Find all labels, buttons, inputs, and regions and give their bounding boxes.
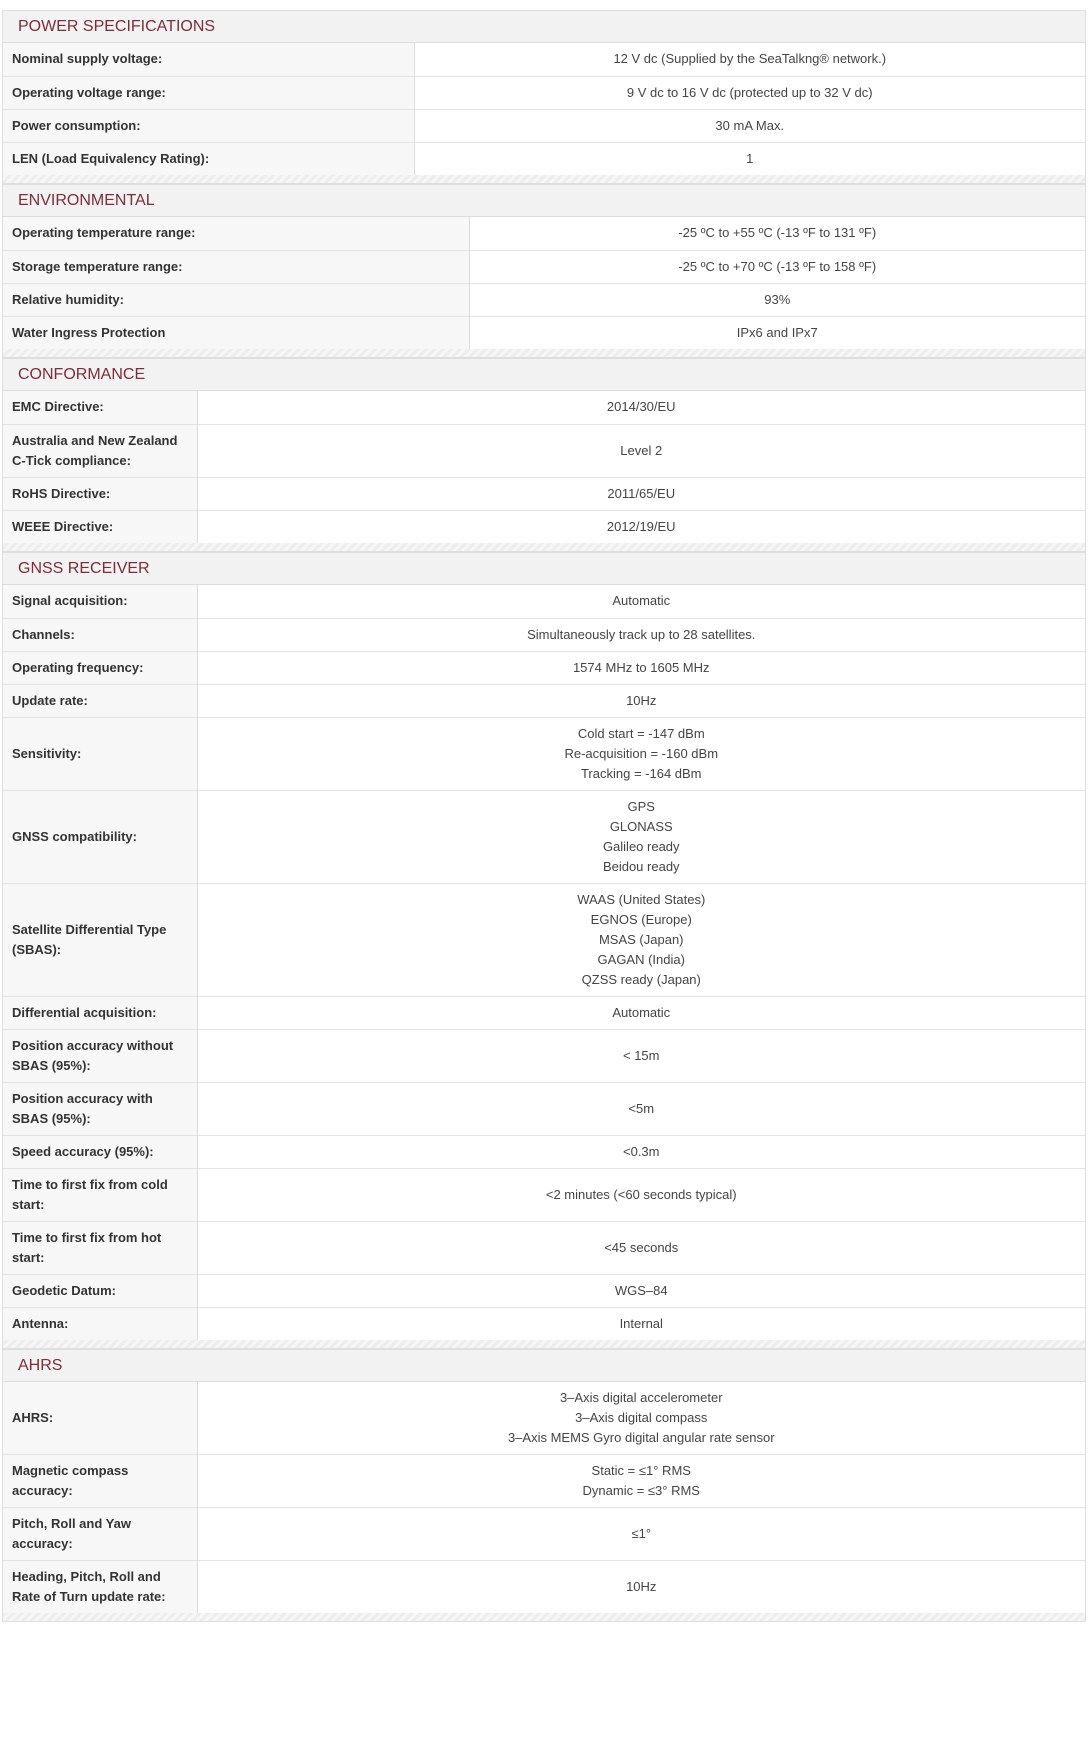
spec-table (3, 43, 1085, 175)
table-row (3, 1168, 1085, 1221)
table-row (3, 43, 1085, 76)
table-row (3, 1455, 1085, 1508)
spec-label: Differential acquisition: (3, 996, 197, 1029)
table-row (3, 109, 1085, 142)
table-row (3, 618, 1085, 651)
spec-label: Australia and New Zealand C-Tick compliance: (3, 424, 197, 477)
spec-value-line: 12 V dc (Supplied by the SeaTalkng® network.) (613, 51, 887, 67)
spec-label: GNSS compatibility: (3, 790, 197, 883)
spec-value (197, 618, 1085, 651)
spec-value-line: Level 2 (620, 442, 663, 458)
spec-value (414, 142, 1085, 175)
spec-table (3, 217, 1085, 349)
spec-value (197, 1029, 1085, 1082)
spec-table (3, 391, 1085, 543)
spec-value-line: <5m (628, 1100, 655, 1116)
spec-value-line: <45 seconds (604, 1239, 679, 1255)
spec-value-line: EGNOS (Europe) (590, 911, 692, 927)
spec-label: Heading, Pitch, Roll and Rate of Turn update rate: (3, 1561, 197, 1614)
table-row (3, 1029, 1085, 1082)
spec-value (197, 1082, 1085, 1135)
spec-value (197, 1561, 1085, 1614)
spec-label: Geodetic Datum: (3, 1274, 197, 1307)
spec-label: Update rate: (3, 684, 197, 717)
spec-label: Magnetic compass accuracy: (3, 1455, 197, 1508)
spec-value (197, 651, 1085, 684)
spec-value-line: 9 V dc to 16 V dc (protected up to 32 V dc) (626, 84, 873, 100)
spec-value (469, 283, 1085, 316)
spec-label: Signal acquisition: (3, 585, 197, 618)
spec-label: Water Ingress Protection (3, 316, 469, 349)
section-gnss-receiver (2, 552, 1086, 1349)
spec-value-line: 30 mA Max. (715, 117, 785, 133)
spec-value-line: Cold start = -147 dBm (577, 725, 705, 741)
spec-value (197, 391, 1085, 424)
spec-value-line: <2 minutes (<60 seconds typical) (545, 1186, 737, 1202)
spec-value (197, 1307, 1085, 1340)
spec-value-line: Dynamic = ≤3° RMS (582, 1483, 700, 1498)
table-row (3, 250, 1085, 283)
table-row (3, 883, 1085, 996)
spec-label: Channels: (3, 618, 197, 651)
section-divider (3, 543, 1085, 551)
spec-value-line: Tracking = -164 dBm (580, 765, 702, 781)
section-environmental (2, 184, 1086, 358)
spec-value-line: ≤1° (631, 1526, 652, 1541)
spec-value-line: Beidou ready (602, 858, 680, 874)
table-row (3, 477, 1085, 510)
spec-value (197, 477, 1085, 510)
spec-label: Antenna: (3, 1307, 197, 1340)
spec-label: Position accuracy without SBAS (95%): (3, 1029, 197, 1082)
spec-label: LEN (Load Equivalency Rating): (3, 142, 414, 175)
spec-value-line: GAGAN (India) (597, 951, 685, 967)
table-row (3, 142, 1085, 175)
spec-value-line: <0.3m (623, 1143, 660, 1159)
spec-value (414, 76, 1085, 109)
spec-value (197, 883, 1085, 996)
spec-value-line: Galileo ready (602, 838, 680, 854)
spec-value (414, 43, 1085, 76)
spec-value (197, 996, 1085, 1029)
table-row (3, 1221, 1085, 1274)
section-divider (3, 1340, 1085, 1348)
table-row (3, 1274, 1085, 1307)
spec-label: Pitch, Roll and Yaw accuracy: (3, 1508, 197, 1561)
spec-value-line: Automatic (612, 1004, 671, 1020)
section-power-specifications (2, 10, 1086, 184)
spec-value-line: QZSS ready (Japan) (581, 971, 701, 987)
spec-value-line: < 15m (623, 1047, 660, 1063)
spec-sheet (2, 10, 1086, 1622)
spec-value (197, 1221, 1085, 1274)
spec-value-line: -25 ºC to +55 ºC (-13 ºF to 131 ºF) (678, 225, 877, 241)
table-row (3, 217, 1085, 250)
table-row (3, 717, 1085, 790)
spec-label: Power consumption: (3, 109, 414, 142)
spec-label: Operating voltage range: (3, 76, 414, 109)
table-row (3, 684, 1085, 717)
spec-label: EMC Directive: (3, 391, 197, 424)
spec-value (469, 250, 1085, 283)
table-row (3, 283, 1085, 316)
spec-label: AHRS: (3, 1382, 197, 1455)
spec-value (197, 1168, 1085, 1221)
spec-value-line: Automatic (612, 593, 671, 609)
section-divider (3, 1613, 1085, 1621)
spec-label: Operating frequency: (3, 651, 197, 684)
spec-label: Relative humidity: (3, 283, 469, 316)
section-divider (3, 175, 1085, 183)
table-row (3, 651, 1085, 684)
section-title: ENVIRONMENTAL (3, 185, 1085, 217)
spec-label: Position accuracy with SBAS (95%): (3, 1082, 197, 1135)
spec-value (469, 316, 1085, 349)
spec-value (197, 1455, 1085, 1508)
section-title: GNSS RECEIVER (3, 553, 1085, 585)
spec-value-line: WAAS (United States) (577, 891, 706, 907)
table-row (3, 1082, 1085, 1135)
spec-value-line: Re-acquisition = -160 dBm (564, 745, 719, 761)
table-row (3, 1135, 1085, 1168)
spec-label: Time to first fix from hot start: (3, 1221, 197, 1274)
table-row (3, 1382, 1085, 1455)
section-divider (3, 349, 1085, 357)
table-row (3, 996, 1085, 1029)
spec-value-line: 10Hz (626, 1579, 657, 1594)
spec-value (414, 109, 1085, 142)
spec-label: Storage temperature range: (3, 250, 469, 283)
spec-label: Sensitivity: (3, 717, 197, 790)
spec-label: Operating temperature range: (3, 217, 469, 250)
spec-value (197, 1508, 1085, 1561)
spec-value-line: 2014/30/EU (606, 399, 676, 415)
spec-value-line: MSAS (Japan) (598, 931, 684, 947)
spec-value-line: 1574 MHz to 1605 MHz (572, 659, 710, 675)
spec-value (197, 510, 1085, 543)
spec-value-line: 3–Axis digital accelerometer (559, 1390, 723, 1405)
spec-value (197, 717, 1085, 790)
spec-value-line: Simultaneously track up to 28 satellites. (527, 626, 756, 642)
spec-value (197, 424, 1085, 477)
spec-value (197, 684, 1085, 717)
spec-value-line: IPx6 and IPx7 (736, 324, 818, 340)
table-row (3, 1508, 1085, 1561)
spec-value-line: WGS–84 (614, 1282, 668, 1298)
spec-value-line: 3–Axis digital compass (575, 1410, 708, 1425)
section-ahrs (2, 1349, 1086, 1622)
spec-value-line: 3–Axis MEMS Gyro digital angular rate sensor (507, 1430, 775, 1445)
spec-label: WEEE Directive: (3, 510, 197, 543)
table-row (3, 790, 1085, 883)
spec-value-line: 10Hz (626, 692, 657, 708)
section-title: CONFORMANCE (3, 359, 1085, 391)
spec-label: Speed accuracy (95%): (3, 1135, 197, 1168)
spec-value-line: Static = ≤1° RMS (591, 1463, 691, 1478)
spec-value (197, 1274, 1085, 1307)
spec-value (197, 790, 1085, 883)
spec-table (3, 1382, 1085, 1613)
section-conformance (2, 358, 1086, 552)
section-title: AHRS (3, 1350, 1085, 1382)
spec-label: Nominal supply voltage: (3, 43, 414, 76)
spec-value (197, 585, 1085, 618)
spec-value (197, 1382, 1085, 1455)
table-row (3, 76, 1085, 109)
spec-value-line: 2012/19/EU (606, 518, 676, 534)
table-row (3, 1307, 1085, 1340)
spec-value-line: 93% (764, 291, 791, 307)
spec-label: RoHS Directive: (3, 477, 197, 510)
spec-value-line: GPS (627, 798, 655, 814)
table-row (3, 1561, 1085, 1614)
spec-value-line: Internal (619, 1315, 663, 1331)
spec-value-line: GLONASS (609, 818, 673, 834)
spec-label: Satellite Differential Type (SBAS): (3, 883, 197, 996)
table-row (3, 391, 1085, 424)
spec-value-line: 1 (746, 150, 754, 166)
section-title: POWER SPECIFICATIONS (3, 11, 1085, 43)
spec-label: Time to first fix from cold start: (3, 1168, 197, 1221)
table-row (3, 316, 1085, 349)
spec-table (3, 585, 1085, 1340)
table-row (3, 585, 1085, 618)
table-row (3, 510, 1085, 543)
spec-value (469, 217, 1085, 250)
table-row (3, 424, 1085, 477)
spec-value-line: -25 ºC to +70 ºC (-13 ºF to 158 ºF) (678, 258, 877, 274)
spec-value (197, 1135, 1085, 1168)
spec-value-line: 2011/65/EU (607, 485, 676, 501)
